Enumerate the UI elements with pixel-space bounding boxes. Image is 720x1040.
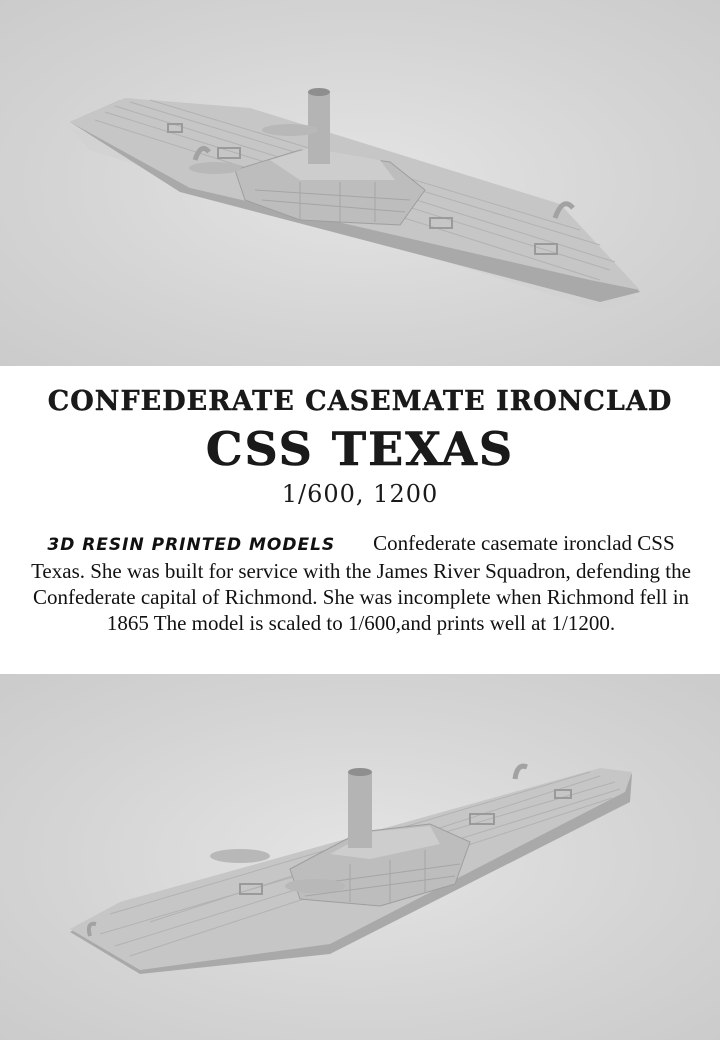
description-lead: 3D RESIN PRINTED MODELS bbox=[47, 535, 336, 555]
ship-type-heading: CONFEDERATE CASEMATE IRONCLAD bbox=[47, 386, 673, 417]
product-description bbox=[24, 530, 698, 636]
scale-options: 1/600, 1200 bbox=[281, 480, 439, 508]
description-body: Confederate casemate ironclad CSS Texas. She was built for service with the James River Squadron, defending the Confederate capital of Richmond. She was incomplete when Richmond fell in 1865 The model is scaled to 1/600,and prints well at 1/1200. bbox=[31, 531, 691, 635]
ship-render-bottom bbox=[0, 674, 720, 1040]
ironclad-model-image-bottom bbox=[0, 674, 720, 1040]
product-info-panel bbox=[0, 366, 720, 674]
ironclad-model-image-top bbox=[0, 0, 720, 366]
ship-render-top bbox=[0, 0, 720, 366]
ship-name-title: CSS TEXAS bbox=[205, 422, 515, 476]
